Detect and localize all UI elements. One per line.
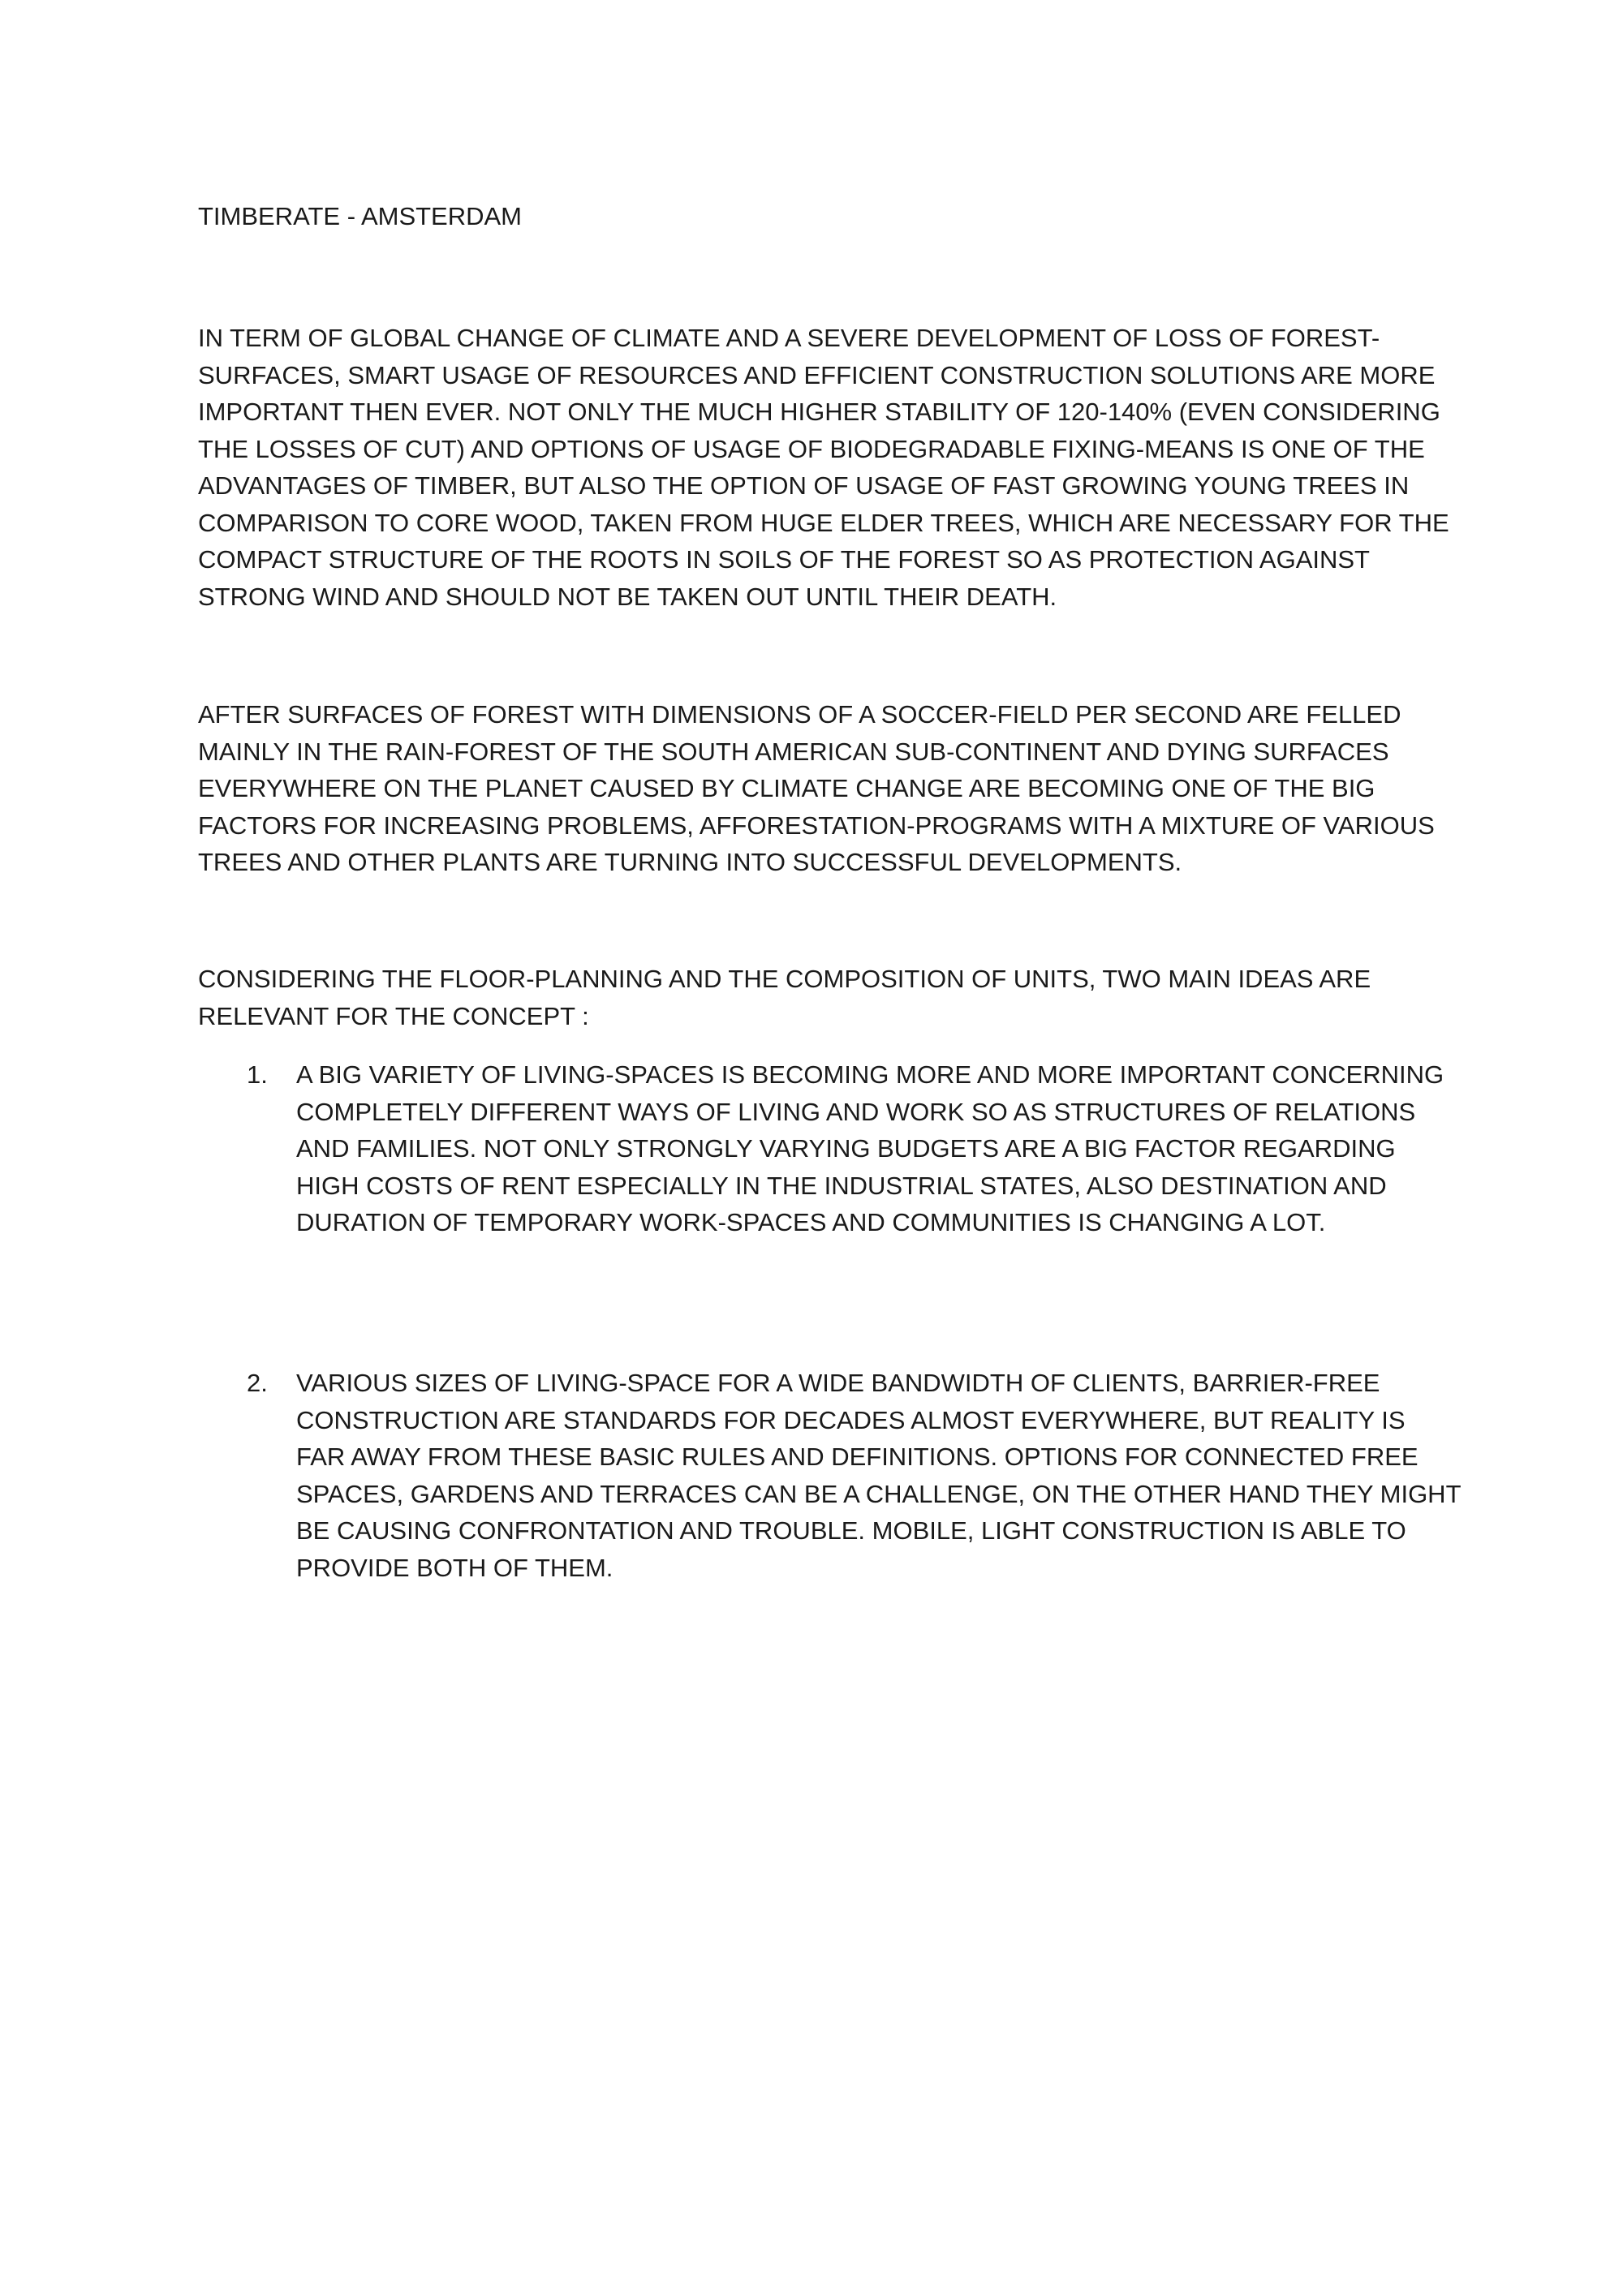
paragraph-climate-timber: IN TERM OF GLOBAL CHANGE OF CLIMATE AND A SEVERE DEVELOPMENT OF LOSS OF FOREST-SURFACES, SMART USAGE OF RESOURCES AND EFFICIENT CONSTRUCTION SOLUTIONS ARE MORE IMPORTANT THEN EVER. NOT ONLY THE MUCH HIGHER STABILITY OF 120-140% (EVEN CONSIDERING THE LOSSES OF CUT) AND OPTIONS OF USAGE OF BIODEGRADABLE FIXING-MEANS IS ONE OF THE ADVANTAGES OF TIMBER, BUT ALSO THE OPTION OF USAGE OF FAST GROWING YOUNG TREES IN COMPARISON TO CORE WOOD, TAKEN FROM HUGE ELDER TREES, WHICH ARE NECESSARY FOR THE COMPACT STRUCTURE OF THE ROOTS IN SOILS OF THE FOREST SO AS PROTECTION AGAINST STRONG WIND AND SHOULD NOT BE TAKEN OUT UNTIL THEIR DEATH. [198,324,1449,611]
list-item-text: A BIG VARIETY OF LIVING-SPACES IS BECOMING MORE AND MORE IMPORTANT CONCERNING COMPLETELY DIFFERENT WAYS OF LIVING AND WORK SO AS STRUCTURES OF RELATIONS AND FAMILIES. NOT ONLY STRONGLY VARYING BUDGETS ARE A BIG FACTOR REGARDING HIGH COSTS OF RENT ESPECIALLY IN THE INDUSTRIAL STATES, ALSO DESTINATION AND DURATION OF TEMPORARY WORK-SPACES AND COMMUNITIES IS CHANGING A LOT. [296,1060,1444,1236]
list-item-number: 2. [247,1369,268,1397]
list-item-number: 1. [247,1060,268,1089]
paragraph-floor-planning: CONSIDERING THE FLOOR-PLANNING AND THE COMPOSITION OF UNITS, TWO MAIN IDEAS ARE RELEVANT FOR THE CONCEPT : [198,965,1371,1030]
paragraph-afforestation: AFTER SURFACES OF FOREST WITH DIMENSIONS OF A SOCCER-FIELD PER SECOND ARE FELLED MAINLY IN THE RAIN-FOREST OF THE SOUTH AMERICAN SUB-CONTINENT AND DYING SURFACES EVERYWHERE ON THE PLANET CAUSED BY CLIMATE CHANGE ARE BECOMING ONE OF THE BIG FACTORS FOR INCREASING PROBLEMS, AFFORESTATION-PROGRAMS WITH A MIXTURE OF VARIOUS TREES AND OTHER PLANTS ARE TURNING INTO SUCCESSFUL DEVELOPMENTS. [198,700,1435,876]
document-title: TIMBERATE - AMSTERDAM [198,202,523,230]
list-item-text: VARIOUS SIZES OF LIVING-SPACE FOR A WIDE BANDWIDTH OF CLIENTS, BARRIER-FREE CONSTRUCTION ARE STANDARDS FOR DECADES ALMOST EVERYWHERE, BUT REALITY IS FAR AWAY FROM THESE BASIC RULES AND DEFINITIONS. OPTIONS FOR CONNECTED FREE SPACES, GARDENS AND TERRACES CAN BE A CHALLENGE, ON THE OTHER HAND THEY MIGHT BE CAUSING CONFRONTATION AND TROUBLE. MOBILE, LIGHT CONSTRUCTION IS ABLE TO PROVIDE BOTH OF THEM. [296,1369,1461,1582]
